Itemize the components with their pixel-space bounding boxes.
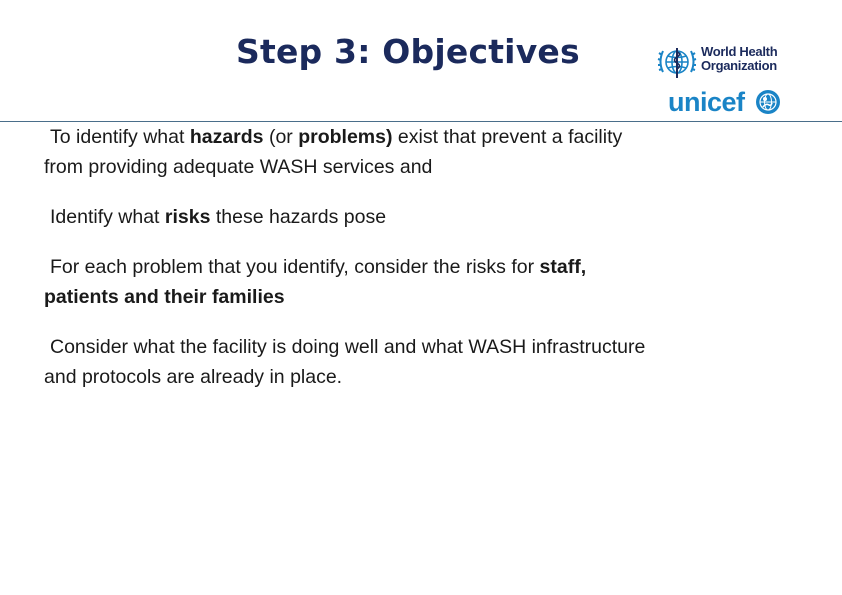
who-logo: [655, 42, 785, 82]
slide-title: Step 3: Objectives: [236, 32, 580, 71]
unicef-emblem-icon: [754, 88, 782, 116]
who-name-line2: Organization: [701, 58, 777, 73]
unicef-logo: [668, 86, 783, 120]
who-name-line1: World Health: [701, 44, 778, 59]
objective-2: Identify what risks these hazards pose: [50, 206, 387, 228]
who-emblem-icon: [655, 42, 699, 82]
objective-1: To identify what hazards (or problems) exist that prevent a facility from providing adequate WASH services and: [44, 126, 623, 178]
objective-4: Consider what the facility is doing well and what WASH infrastructure and protocols are already in place.: [44, 336, 646, 388]
objectives-list: [44, 122, 804, 392]
objective-3: For each problem that you identify, consider the risks for staff, patients and their families: [44, 256, 587, 308]
unicef-wordmark: unicef: [668, 87, 745, 117]
